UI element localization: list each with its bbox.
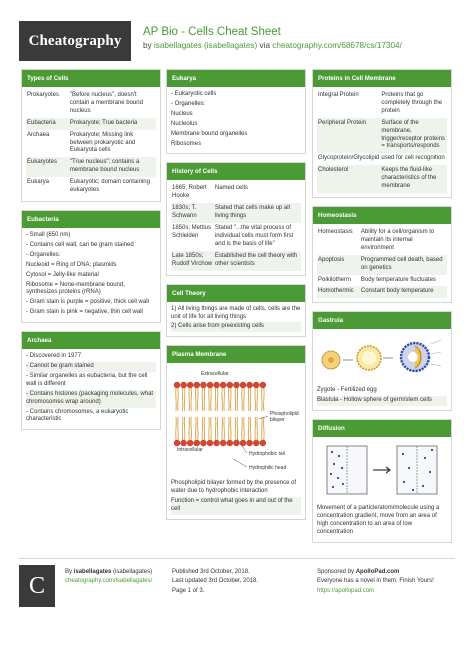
label-hydrophobic-tail: Hydrophobic tail: [249, 451, 285, 458]
phospholipid-head: [194, 440, 200, 446]
phospholipid-tail: [198, 417, 199, 440]
row-definition: Constant body temperature: [360, 286, 447, 298]
text-line: - Eukaryotic cells: [171, 91, 217, 97]
history-section: [166, 162, 306, 275]
phospholipid-tail: [211, 417, 212, 440]
phospholipid-tail: [244, 388, 245, 411]
diffusion-diagram: [317, 440, 447, 500]
table-row: [26, 118, 156, 130]
phospholipid-head: [247, 382, 253, 388]
column-3: [312, 69, 452, 551]
particle: [330, 473, 332, 475]
phospholipid-tail: [235, 417, 236, 440]
archaea-section: [21, 331, 161, 430]
phospholipid-tail: [242, 417, 243, 440]
phospholipid-tail: [198, 388, 199, 411]
section-title: Plasma Membrane: [167, 346, 305, 363]
row-definition: used for cell recognition: [381, 155, 445, 162]
phospholipid-head: [253, 440, 259, 446]
phospholipid-tail: [250, 417, 251, 440]
title-block: [143, 21, 402, 65]
phospholipid-tail: [257, 388, 258, 411]
row-term: Glycoprotein/Glycolipid: [318, 155, 380, 162]
phospholipid-tail: [262, 388, 263, 411]
section-body: [167, 180, 305, 274]
row-term: 1830s; T. Schwann: [171, 203, 214, 223]
text-line: 2) Cells arise from preexisting cells: [171, 322, 301, 332]
updated-date: Last updated 3rd October, 2018.: [172, 578, 259, 585]
label-intracellular: Intracellular: [177, 447, 203, 454]
text-line: - Gram stain is purple = positive, thick cell wall: [26, 299, 149, 306]
footer: [19, 558, 455, 610]
phospholipid-tail: [209, 388, 210, 411]
section-body: [22, 228, 160, 322]
section-title: Cell Theory: [167, 285, 305, 302]
phospholipid-head: [207, 382, 213, 388]
section-body: [167, 302, 305, 337]
cheatography-logo[interactable]: Cheatography: [19, 21, 131, 61]
column-2: [166, 69, 306, 528]
particle: [431, 449, 433, 451]
table-row: [317, 275, 447, 287]
proteins-table: [317, 90, 447, 193]
types-of-cells-section: [21, 69, 161, 202]
footer-sponsor-block: [317, 568, 434, 596]
profile-link[interactable]: cheatography.com/isabellagates/: [65, 578, 153, 585]
row-definition: Ability for a cell/organism to maintain its internal environment: [360, 228, 435, 251]
row-definition: "Before nucleus", doesn't contain a membrane bound nucleus: [69, 92, 143, 114]
text-line: - Small (650 nm): [26, 231, 71, 238]
author-link[interactable]: isabellagates (isabellagates): [153, 41, 258, 50]
homeostasis-table: [317, 227, 447, 298]
bilayer-drawing: [174, 382, 266, 446]
row-definition: Named cells: [214, 185, 248, 192]
phospholipid-tail: [235, 388, 236, 411]
table-row: [171, 183, 301, 203]
phospholipid-tail: [178, 388, 179, 411]
gastrula-diagram: [317, 332, 447, 382]
section-title: Eubacteria: [22, 211, 160, 228]
phospholipid-tail: [231, 417, 232, 440]
table-row: [317, 286, 447, 298]
phospholipid-tail: [222, 417, 223, 440]
table-row: [317, 165, 447, 193]
footer-handle: (isabellagates): [113, 569, 153, 575]
row-term: Poikilotherm: [318, 276, 352, 283]
text-line: Ribosome = None-membrane bound, synthesizes proteins (rRNA): [26, 281, 125, 296]
phospholipid-head: [174, 382, 180, 388]
table-row: [317, 90, 447, 118]
section-title: Eukarya: [167, 70, 305, 87]
phospholipid-tail: [176, 417, 177, 440]
types-table: [26, 90, 156, 197]
phospholipid-tail: [244, 417, 245, 440]
text-line: - Contains cell wall, can be gram stained: [26, 241, 134, 248]
table-row: [26, 90, 156, 118]
text-line: - Contains chromosomes, a eukaryotic characteristic: [26, 408, 129, 423]
phospholipid-tail: [211, 388, 212, 411]
row-definition: Prokaryote; Missing link between prokaryotic and Eukaryota cells: [69, 131, 136, 154]
page-title: AP Bio - Cells Cheat Sheet: [143, 26, 281, 38]
published-date: Published 3rd October, 2018.: [172, 569, 250, 575]
phospholipid-tail: [176, 388, 177, 411]
section-title: Types of Cells: [22, 70, 160, 87]
phospholipid-tail: [202, 417, 203, 440]
phospholipid-head: [214, 382, 220, 388]
section-body: [22, 87, 160, 201]
phospholipid-tail: [191, 417, 192, 440]
phospholipid-tail: [189, 388, 190, 411]
phospholipid-head: [200, 440, 206, 446]
phospholipid-head: [253, 382, 259, 388]
phospholipid-tail: [231, 388, 232, 411]
phospholipid-tail: [184, 388, 185, 411]
row-term: 1850s; Mettius Schleiden: [172, 225, 212, 239]
phospholipid-head: [227, 440, 233, 446]
sponsor-link[interactable]: https://apollopad.com: [317, 587, 375, 594]
table-row: [26, 130, 156, 158]
phospholipid-head: [194, 382, 200, 388]
row-definition: Stated "...the vital process of individual cells must form first and is the basis of life": [214, 225, 294, 247]
row-definition: "True nucleus"; contains a membrane bound nucleus: [69, 157, 156, 177]
phospholipid-tail: [215, 417, 216, 440]
text-line: Membrane bound organelles: [171, 130, 248, 137]
phospholipid-tail: [209, 417, 210, 440]
byline-by: by: [143, 41, 152, 50]
gastrula-text: [317, 386, 447, 406]
text-line: - Cannot be gram stained: [26, 362, 156, 372]
row-term: Homothermic: [317, 286, 360, 298]
phospholipid-head: [207, 440, 213, 446]
row-term: Homeostasis: [318, 228, 353, 235]
particle: [331, 451, 333, 453]
phospholipid-head: [240, 382, 246, 388]
row-term: Cholesterol: [317, 165, 380, 193]
phospholipid-tail: [217, 417, 218, 440]
phospholipid-tail: [222, 388, 223, 411]
particle: [429, 471, 431, 473]
particle: [341, 467, 343, 469]
table-row: [317, 118, 447, 154]
section-title: Homeostasis: [313, 207, 451, 224]
phospholipid-tail: [264, 388, 265, 411]
table-row: [171, 223, 301, 251]
column-1: [21, 69, 161, 438]
phospholipid-tail: [182, 417, 183, 440]
footer-logo[interactable]: C: [19, 565, 55, 607]
section-body: [167, 87, 305, 153]
row-term: Apoptosis: [317, 255, 360, 275]
phospholipid-head: [187, 382, 193, 388]
footer-dates-block: [172, 568, 258, 596]
text-line: - Similar organelles as eubacteria, but the cell wall is different: [26, 372, 148, 387]
section-title: Proteins in Cell Membrane: [313, 70, 451, 87]
phospholipid-tail: [229, 417, 230, 440]
label-phospholipid: Phospholipid bilayer: [270, 411, 299, 424]
phospholipid-tail: [191, 388, 192, 411]
text-line: Blastula - Hollow sphere of germ/stem cells: [317, 396, 447, 406]
phospholipid-tail: [224, 417, 225, 440]
header: [19, 21, 455, 65]
section-body: [313, 437, 451, 542]
phospholipid-tail: [196, 388, 197, 411]
eukarya-section: [166, 69, 306, 154]
row-definition: Surface of the membrane, trigger/receptor proteins = transports/responds: [380, 118, 447, 154]
row-term: Eubacteria: [26, 118, 69, 130]
phospholipid-tail: [257, 417, 258, 440]
phospholipid-tail: [217, 388, 218, 411]
particle: [424, 457, 426, 459]
eubacteria-section: [21, 210, 161, 323]
sponsor-tagline: Everyone has a novel in them. Finish Yours!: [317, 578, 434, 585]
phospholipid-tail: [182, 388, 183, 411]
phospholipid-tail: [250, 388, 251, 411]
diffusion-section: [312, 419, 452, 543]
byline: [143, 41, 402, 50]
text-line: Zygote - Fertilized egg: [317, 387, 377, 394]
sponsor-name[interactable]: ApolloPad.com: [355, 569, 400, 575]
phospholipid-head: [187, 440, 193, 446]
text-line: Nucleus: [171, 110, 193, 117]
text-line: Cytosol = Jelly-like material: [26, 271, 99, 278]
text-line: - Contains histones (packaging molecules, what chromosomes wrap around): [26, 390, 156, 408]
row-term: Integral Protein: [318, 92, 359, 98]
row-term: Eukarya: [27, 179, 50, 186]
gastrula-section: [312, 311, 452, 411]
phospholipid-tail: [248, 388, 249, 411]
text-line: Movement of a particle/atom/molecule using a concentration gradient, move from an area of high concentration to an area of low concentration: [317, 504, 440, 535]
phospholipid-head: [240, 440, 246, 446]
table-row: [26, 177, 156, 197]
label-hydrophilic-head: Hydrophilic head: [249, 465, 287, 472]
text-line: Phospholipid bilayer formed by the presence of water due to hydrophobic interaction: [171, 480, 297, 495]
phospholipid-tail: [196, 417, 197, 440]
phospholipid-head: [220, 382, 226, 388]
phospholipid-tail: [248, 417, 249, 440]
phospholipid-head: [181, 440, 187, 446]
diffusion-text: [317, 504, 447, 538]
sponsored-label: Sponsored by: [317, 569, 355, 575]
table-row: [317, 227, 447, 255]
row-definition: Keeps the fluid-like characteristics of the membrane: [380, 165, 447, 193]
row-term: Late 1850s; Rudolf Virchow: [171, 251, 214, 271]
table-row: [317, 255, 447, 275]
cell-theory-section: [166, 284, 306, 338]
section-body: [313, 329, 451, 410]
footer-author-block: [65, 568, 152, 587]
text-line: Nucleoid = Ring of DNA; plasmids: [26, 261, 117, 268]
table-row: [26, 157, 156, 177]
phospholipid-tail: [178, 417, 179, 440]
table-row: [317, 153, 447, 165]
section-body: [313, 224, 451, 302]
phospholipid-tail: [204, 417, 205, 440]
byline-via: via: [259, 41, 271, 50]
text-line: - Organelles:: [26, 251, 61, 258]
row-definition: Prokaryote; True bacteria: [69, 118, 156, 130]
text-line: - Organelles:: [171, 100, 206, 107]
particle: [337, 477, 339, 479]
phospholipid-head: [200, 382, 206, 388]
proteins-section: [312, 69, 452, 198]
row-term: Prokaryotes: [27, 92, 60, 98]
row-definition: Body temperature fluctuates: [360, 276, 436, 283]
particle: [422, 485, 424, 487]
text-line: Function = control what goes in and out of the cell: [171, 497, 301, 515]
row-term: Archaea: [27, 131, 50, 138]
row-definition: Stated that cells make up all living things: [214, 203, 301, 223]
footer-author: isabellagates: [73, 569, 112, 575]
phospholipid-head: [220, 440, 226, 446]
plasma-membrane-section: [166, 345, 306, 520]
particle: [342, 483, 344, 485]
phospholipid-tail: [237, 417, 238, 440]
row-term: Peripheral Protein: [317, 118, 380, 154]
history-table: [171, 183, 301, 270]
phospholipid-head: [214, 440, 220, 446]
phospholipid-tail: [255, 417, 256, 440]
table-row: [171, 203, 301, 223]
label-extracellular: Extracellular: [201, 371, 229, 378]
phospholipid-tail: [202, 388, 203, 411]
text-line: 1) All living things are made of cells, cells are the unit of life for all living things: [171, 305, 301, 320]
phospholipid-tail: [229, 388, 230, 411]
text-line: - Gram stain is pink = negative, thin cell wall: [26, 309, 143, 316]
phospholipid-head: [174, 440, 180, 446]
section-body: [167, 363, 305, 519]
particle: [408, 467, 410, 469]
phospholipid-tail: [262, 417, 263, 440]
text-line: - Discovered in 1977: [26, 353, 82, 360]
membrane-diagram: [171, 367, 301, 475]
text-line: Ribosomes: [171, 140, 202, 147]
section-title: Gastrula: [313, 312, 451, 329]
particle: [332, 486, 334, 488]
phospholipid-tail: [204, 388, 205, 411]
row-definition: Eukaryotic; domain containing eukaryotes: [69, 179, 150, 194]
phospholipid-head: [227, 382, 233, 388]
phospholipid-tail: [224, 388, 225, 411]
particle: [402, 453, 404, 455]
phospholipid-tail: [184, 417, 185, 440]
phospholipid-head: [233, 382, 239, 388]
sheet-url-link[interactable]: cheatography.com/68678/cs/17304/: [272, 41, 402, 50]
phospholipid-tail: [215, 388, 216, 411]
section-title: Diffusion: [313, 420, 451, 437]
particle: [333, 463, 335, 465]
row-definition: Programmed cell death, based on genetics: [360, 255, 447, 275]
particle: [338, 455, 340, 457]
row-definition: Established the cell theory with other scientists: [214, 251, 301, 271]
phospholipid-tail: [242, 388, 243, 411]
section-body: [313, 87, 451, 197]
phospholipid-tail: [237, 388, 238, 411]
row-term: Eukaryotes: [26, 157, 69, 177]
footer-by: By: [65, 569, 73, 575]
phospholipid-head: [181, 382, 187, 388]
phospholipid-tail: [264, 417, 265, 440]
phospholipid-tail: [255, 388, 256, 411]
phospholipid-tail: [189, 417, 190, 440]
phospholipid-head: [260, 440, 266, 446]
section-title: History of Cells: [167, 163, 305, 180]
phospholipid-head: [260, 382, 266, 388]
page-number: Page 1 of 3.: [172, 587, 205, 594]
table-row: [171, 251, 301, 271]
particle: [412, 489, 414, 491]
homeostasis-section: [312, 206, 452, 303]
phospholipid-head: [247, 440, 253, 446]
row-definition: Proteins that go completely through the protein: [381, 92, 443, 114]
plasma-text: [171, 479, 301, 515]
text-line: Nucleolus: [171, 120, 198, 127]
row-term: 1665; Robert Hooke: [172, 185, 207, 200]
section-title: Archaea: [22, 332, 160, 349]
section-body: [22, 349, 160, 429]
particle: [403, 481, 405, 483]
